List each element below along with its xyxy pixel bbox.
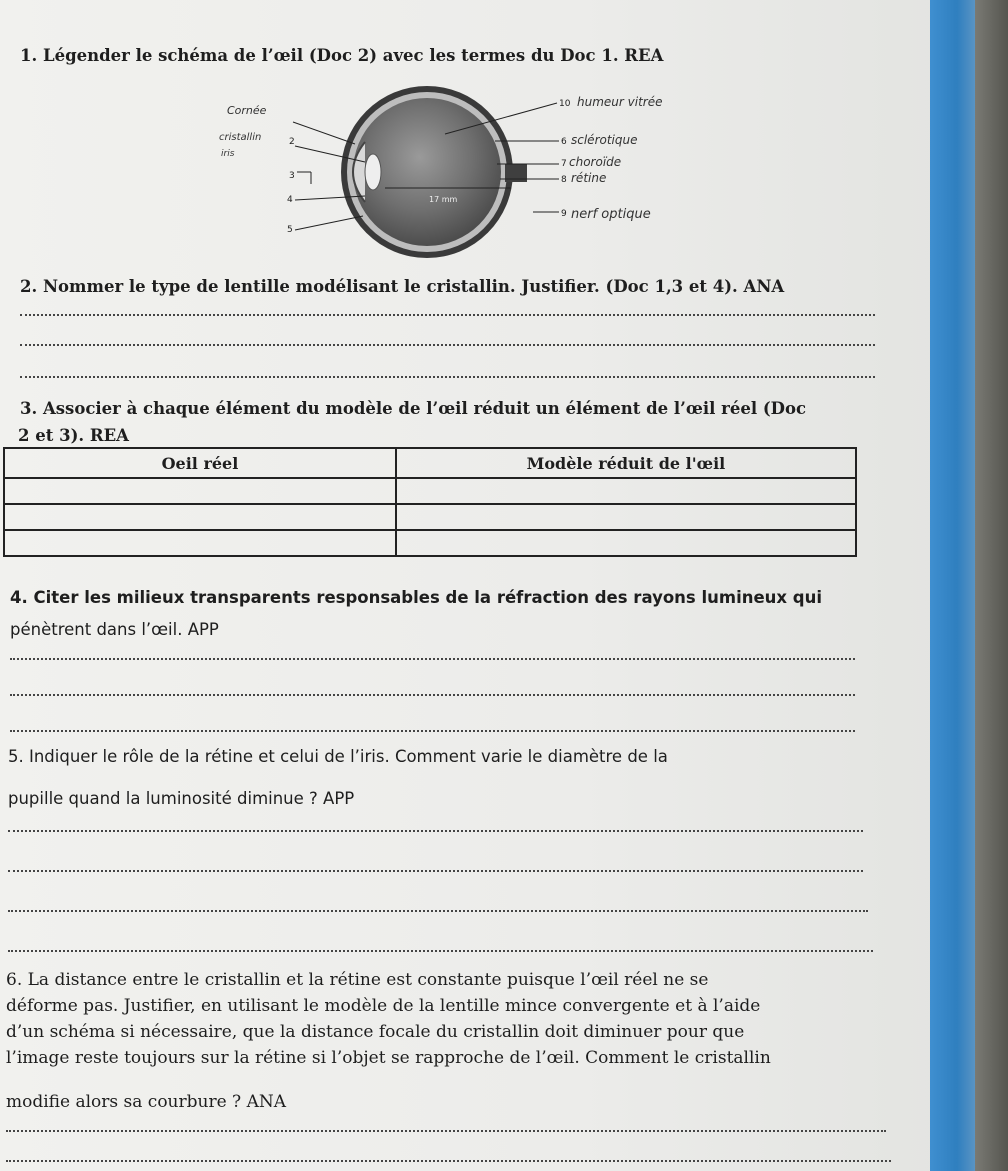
label-right-6 — [495, 133, 638, 147]
desk-background — [975, 0, 1008, 1171]
svg-text:choroïde: choroïde — [569, 155, 622, 169]
svg-text:cristallin: cristallin — [219, 132, 262, 143]
question-6-line4: l’image reste toujours sur la rétine si l’objet se rapproche de l’œil. Comment le cristallin — [6, 1048, 771, 1068]
table-cell[interactable] — [4, 478, 396, 504]
lens-shape — [365, 154, 381, 190]
question-5-line2: pupille quand la luminosité diminue ? APP — [8, 789, 355, 808]
table-cell[interactable] — [4, 504, 396, 530]
answer-line[interactable] — [6, 1160, 891, 1162]
answer-line[interactable] — [20, 314, 875, 316]
table-cell[interactable] — [396, 478, 856, 504]
table-row — [4, 504, 856, 530]
question-5-line1: 5. Indiquer le rôle de la rétine et celui de l’iris. Comment varie le diamètre de la — [8, 747, 668, 766]
table-header-modele-reduit: Modèle réduit de l'œil — [396, 448, 856, 478]
answer-line[interactable] — [8, 910, 868, 912]
question-4-line1 — [10, 586, 822, 610]
question-3-line1: 3. Associer à chaque élément du modèle de l’œil réduit un élément de l’œil réel (Doc — [20, 399, 807, 418]
svg-text:7: 7 — [561, 159, 567, 169]
svg-text:6: 6 — [561, 137, 567, 147]
svg-text:iris: iris — [221, 149, 235, 159]
answer-line[interactable] — [8, 830, 863, 832]
question-3-line2: 2 et 3). REA — [18, 426, 129, 445]
label-right-9 — [533, 207, 651, 222]
question-6-line1: 6. La distance entre le cristallin et la rétine est constante puisque l’œil réel ne se — [6, 970, 709, 990]
answer-line[interactable] — [20, 376, 875, 378]
question-6-line2: déforme pas. Justifier, en utilisant le modèle de la lentille mince convergente et à l’aide — [6, 996, 761, 1016]
table-cell[interactable] — [396, 504, 856, 530]
question-2: 2. Nommer le type de lentille modélisant le cristallin. Justifier. (Doc 1,3 et 4). ANA — [20, 277, 785, 296]
q4-text: 4. Citer les milieux transparents responsables de la réfraction des rayons lumineux qui — [10, 588, 823, 607]
eye-diagram — [215, 84, 755, 259]
table-header-oeil-reel: Oeil réel — [4, 448, 396, 478]
table-cell[interactable] — [4, 530, 396, 556]
svg-text:10: 10 — [559, 99, 571, 109]
svg-text:8: 8 — [561, 175, 567, 185]
answer-line[interactable] — [20, 344, 875, 346]
svg-text:Cornée: Cornée — [227, 104, 267, 117]
label-left-2 — [219, 132, 365, 162]
answer-line[interactable] — [6, 1130, 886, 1132]
svg-text:rétine: rétine — [571, 171, 607, 185]
table-header-row — [4, 448, 856, 478]
question-4-line2: pénètrent dans l’œil. APP — [10, 620, 219, 639]
answer-line[interactable] — [10, 694, 855, 696]
answer-line[interactable] — [8, 950, 873, 952]
question-6-line3: d’un schéma si nécessaire, que la distance focale du cristallin doit diminuer pour que — [6, 1022, 745, 1042]
table-cell[interactable] — [396, 530, 856, 556]
svg-text:9: 9 — [561, 209, 567, 219]
svg-text:sclérotique: sclérotique — [571, 133, 638, 147]
dimension-label: 17 mm — [429, 195, 458, 204]
label-left-3 — [289, 171, 311, 184]
answer-line[interactable] — [10, 658, 855, 660]
svg-text:nerf optique: nerf optique — [571, 207, 651, 222]
answer-line[interactable] — [10, 730, 855, 732]
label-left-5 — [287, 216, 363, 235]
svg-text:4: 4 — [287, 195, 293, 205]
question-1: 1. Légender le schéma de l’œil (Doc 2) avec les termes du Doc 1. REA — [20, 46, 664, 65]
association-table — [3, 447, 857, 557]
table-row — [4, 478, 856, 504]
blue-folder-edge — [930, 0, 975, 1171]
svg-text:humeur vitrée: humeur vitrée — [577, 95, 663, 109]
label-left-iris — [221, 149, 235, 159]
svg-text:5: 5 — [287, 225, 293, 235]
svg-text:3: 3 — [289, 171, 295, 181]
svg-text:2: 2 — [289, 137, 295, 147]
question-6-line5: modifie alors sa courbure ? ANA — [6, 1092, 287, 1112]
answer-line[interactable] — [8, 870, 863, 872]
table-row — [4, 530, 856, 556]
